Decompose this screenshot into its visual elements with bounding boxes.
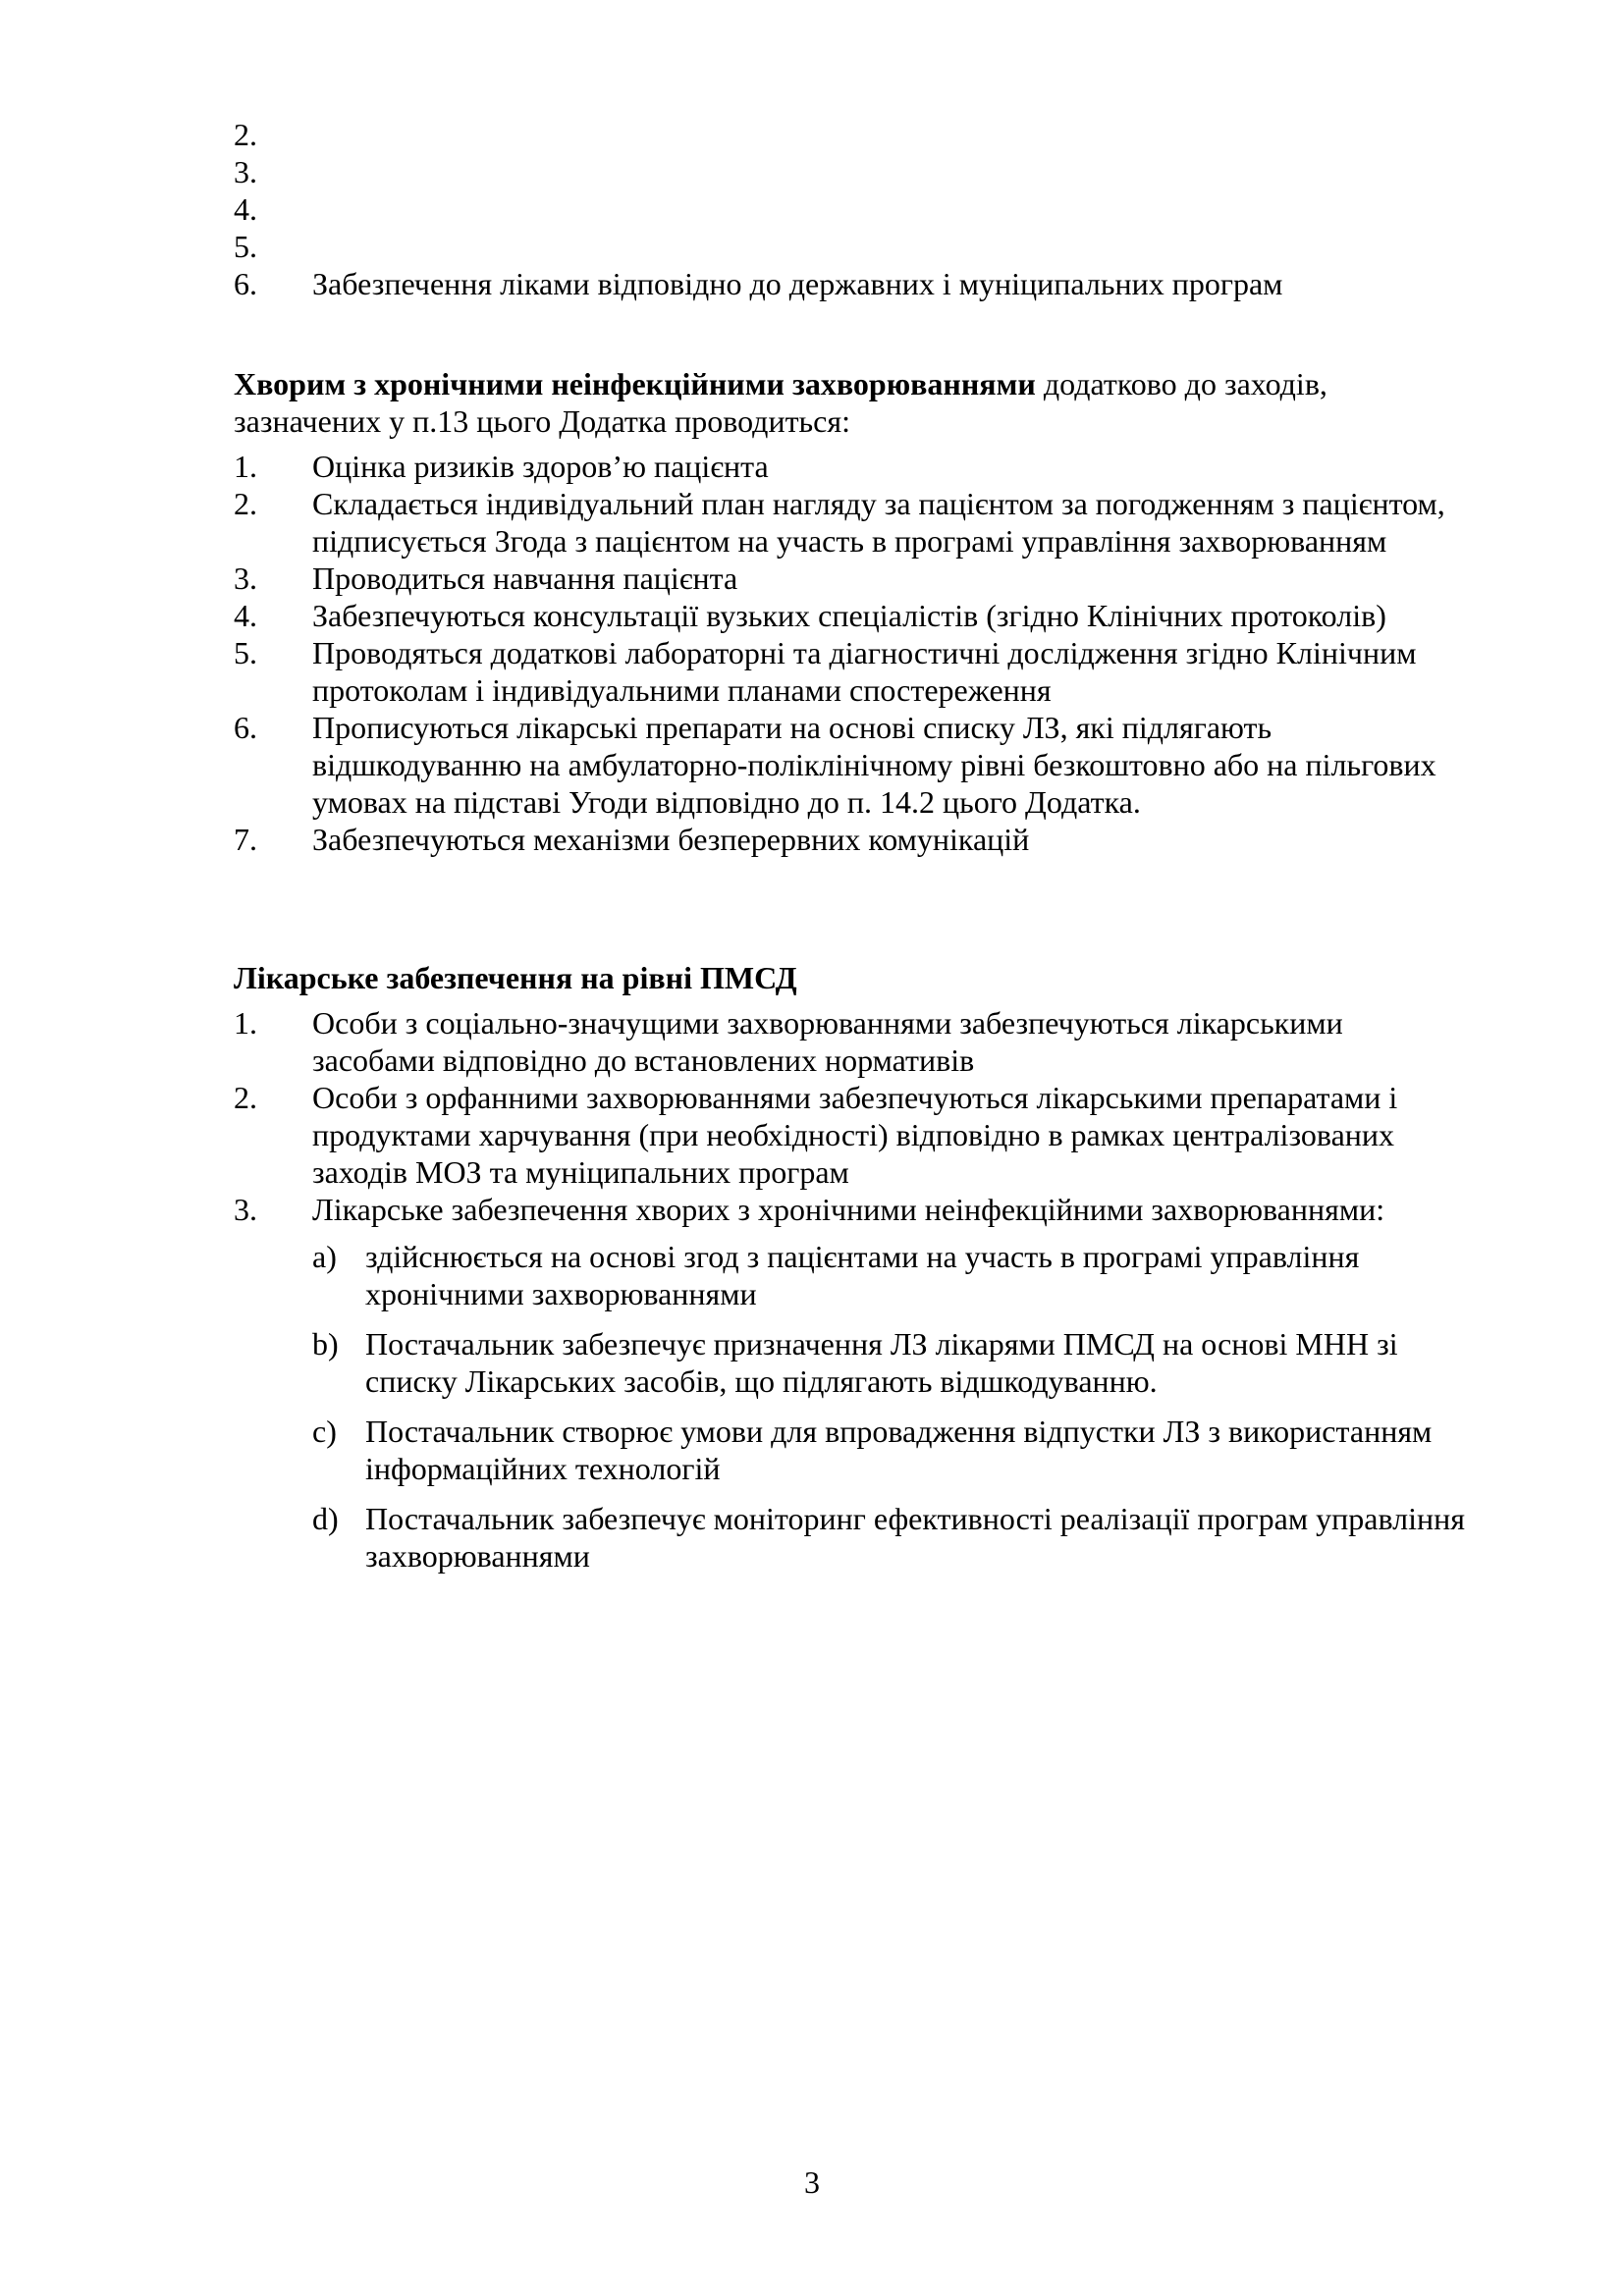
list-item bbox=[234, 153, 1451, 190]
list-number: 1. bbox=[234, 1005, 257, 1041]
sub-list-letter: c) bbox=[312, 1414, 337, 1449]
sub-list-letter: b) bbox=[312, 1326, 339, 1362]
section-intro bbox=[234, 365, 1471, 440]
list-number: 5. bbox=[234, 229, 257, 264]
list-text bbox=[312, 190, 1451, 228]
list-item bbox=[234, 116, 1451, 153]
list-number: 2. bbox=[234, 486, 257, 521]
lettered-sub-list bbox=[312, 1238, 1471, 1575]
continued-numbered-list bbox=[234, 116, 1451, 302]
list-text: Оцінка ризиків здоров’ю пацієнта bbox=[312, 449, 769, 484]
list-text: Прописуються лікарські препарати на основі списку ЛЗ, які підлягають відшкодуванню на амбулаторно-поліклінічному рівні безкоштовно або на пільгових умовах на підставі Угоди відповідно до п. 14.2 цього Додатка. bbox=[312, 710, 1436, 820]
list-text: Особи з соціально-значущими захворюваннями забезпечуються лікарськими засобами відповідно до встановлених нормативів bbox=[312, 1005, 1343, 1078]
list-text: Забезпечення ліками відповідно до державних і муніципальних програм bbox=[312, 266, 1283, 301]
list-text: Проводяться додаткові лабораторні та діагностичні дослідження згідно Клінічним протоколам і індивідуальними планами спостереження bbox=[312, 635, 1417, 708]
pmsd-medication-section bbox=[234, 959, 1471, 1587]
list-item bbox=[234, 485, 1471, 560]
list-text: Проводиться навчання пацієнта bbox=[312, 561, 738, 596]
page-number: 3 bbox=[804, 2164, 820, 2200]
sub-list-text: Постачальник забезпечує призначення ЛЗ лікарями ПМСД на основі МНН зі списку Лікарських засобів, що підлягають відшкодуванню. bbox=[365, 1326, 1398, 1399]
list-number: 7. bbox=[234, 822, 257, 857]
list-text: Забезпечуються механізми безперервних комунікацій bbox=[312, 822, 1030, 857]
list-text bbox=[312, 228, 1451, 265]
list-text: Складається індивідуальний план нагляду за пацієнтом за погодженням з пацієнтом, підписується Згода з пацієнтом на участь в програмі управління захворюванням bbox=[312, 486, 1445, 559]
list-number: 3. bbox=[234, 561, 257, 596]
sub-list-item bbox=[312, 1325, 1471, 1400]
list-text: Лікарське забезпечення хворих з хронічними неінфекційними захворюваннями: bbox=[312, 1192, 1385, 1227]
list-item bbox=[234, 634, 1471, 709]
sub-list-item bbox=[312, 1413, 1471, 1487]
list-item bbox=[234, 560, 1471, 597]
list-item bbox=[234, 190, 1451, 228]
list-item bbox=[234, 265, 1451, 302]
section-heading: Лікарське забезпечення на рівні ПМСД bbox=[234, 960, 797, 995]
chronic-diseases-section bbox=[234, 365, 1471, 858]
list-text bbox=[312, 116, 1451, 153]
list-item bbox=[234, 709, 1471, 821]
section-intro-bold: Хворим з хронічними неінфекційними захворюваннями bbox=[234, 366, 1036, 401]
list-number: 2. bbox=[234, 117, 257, 152]
list-number: 3. bbox=[234, 154, 257, 189]
list-number: 6. bbox=[234, 710, 257, 745]
list-text: Забезпечуються консультації вузьких спеціалістів (згідно Клінічних протоколів) bbox=[312, 598, 1386, 633]
sub-list-text: Постачальник створює умови для впровадження відпустки ЛЗ з використанням інформаційних технологій bbox=[365, 1414, 1433, 1486]
section-intro-rest: додатково до заходів, зазначених у п.13 цього Додатка проводиться: bbox=[234, 366, 1327, 439]
list-item bbox=[234, 1191, 1471, 1228]
sub-list-text: Постачальник забезпечує моніторинг ефективності реалізації програм управління захворюваннями bbox=[365, 1501, 1465, 1574]
list-item bbox=[234, 228, 1451, 265]
list-number: 3. bbox=[234, 1192, 257, 1227]
sub-list-letter: d) bbox=[312, 1501, 339, 1536]
list-item bbox=[234, 1004, 1471, 1079]
sub-list-item bbox=[312, 1238, 1471, 1312]
list-number: 1. bbox=[234, 449, 257, 484]
list-item bbox=[234, 1079, 1471, 1191]
list-number: 6. bbox=[234, 266, 257, 301]
sub-list-item bbox=[312, 1500, 1471, 1575]
sub-list-text: здійснюється на основі згод з пацієнтами на участь в програмі управління хронічними захворюваннями bbox=[365, 1239, 1360, 1311]
list-item bbox=[234, 597, 1471, 634]
list-text: Особи з орфанними захворюваннями забезпечуються лікарськими препаратами і продуктами харчування (при необхідності) відповідно в рамках централізованих заходів МОЗ та муніципальних програм bbox=[312, 1080, 1398, 1190]
sub-list-letter: a) bbox=[312, 1239, 337, 1274]
list-number: 4. bbox=[234, 191, 257, 227]
list-number: 2. bbox=[234, 1080, 257, 1115]
list-text bbox=[312, 153, 1451, 190]
list-number: 4. bbox=[234, 598, 257, 633]
list-number: 5. bbox=[234, 635, 257, 670]
list-item bbox=[234, 821, 1471, 858]
list-item bbox=[234, 448, 1471, 485]
